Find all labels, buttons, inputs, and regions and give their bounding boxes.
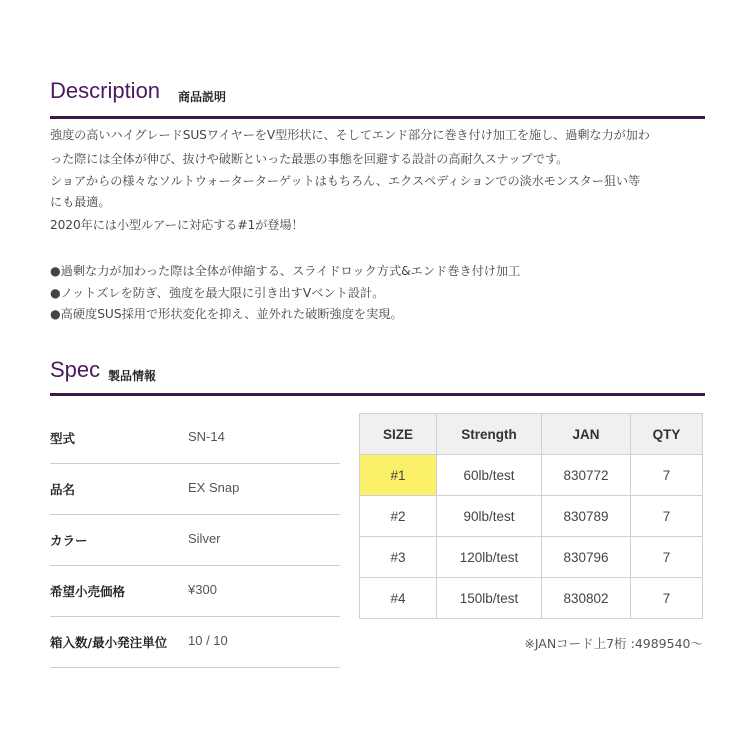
size-cell: #4 xyxy=(360,578,437,619)
jan-cell: 830802 xyxy=(542,578,631,619)
spec-row-price xyxy=(50,566,340,617)
spec-value: 10 / 10 xyxy=(188,633,228,648)
spec-value: EX Snap xyxy=(188,480,240,495)
description-subtitle: 商品説明 xyxy=(178,90,227,104)
size-cell: #2 xyxy=(360,496,437,537)
description-line: 2020年には小型ルアーに対応する#1が登場！ xyxy=(50,218,304,232)
spec-value: SN-14 xyxy=(188,429,225,444)
spec-label: 品名 xyxy=(50,482,76,497)
size-cell: #3 xyxy=(360,537,437,578)
spec-label: 箱入数/最小発注単位 xyxy=(50,635,168,650)
strength-cell: 150lb/test xyxy=(437,578,542,619)
table-row xyxy=(360,455,703,496)
col-header-jan: JAN xyxy=(542,414,631,455)
table-row xyxy=(360,537,703,578)
table-header-row xyxy=(360,414,703,455)
jan-cell: 830796 xyxy=(542,537,631,578)
jan-cell: 830772 xyxy=(542,455,631,496)
col-header-size: SIZE xyxy=(360,414,437,455)
feature-bullet: ●高硬度SUS採用で形状変化を抑え、並外れた破断強度を実現。 xyxy=(50,307,403,321)
spec-subtitle: 製品情報 xyxy=(108,369,157,383)
spec-value: ¥300 xyxy=(188,582,217,597)
description-line: ショアからの様々なソルトウォーターターゲットはもちろん、エクスペディションでの淡水モンスター狙い等 xyxy=(50,174,641,188)
size-table xyxy=(359,413,703,619)
strength-cell: 120lb/test xyxy=(437,537,542,578)
spec-row-name xyxy=(50,464,340,515)
spec-value: Silver xyxy=(188,531,221,546)
col-header-qty: QTY xyxy=(631,414,703,455)
feature-bullet: ●ノットズレを防ぎ、強度を最大限に引き出すVベント設計。 xyxy=(50,286,385,300)
description-header xyxy=(50,76,705,119)
spec-row-quantity xyxy=(50,617,340,668)
description-line: 強度の高いハイグレードSUSワイヤーをV型形状に、そしてエンド部分に巻き付け加工を施し、過剰な力が加わ xyxy=(50,128,650,142)
strength-cell: 90lb/test xyxy=(437,496,542,537)
spec-label: カラー xyxy=(50,533,88,548)
feature-bullet: ●過剰な力が加わった際は全体が伸縮する、スライドロック方式&エンド巻き付け加工 xyxy=(50,264,521,278)
spec-row-model xyxy=(50,413,340,464)
spec-title: Spec xyxy=(50,357,101,382)
spec-label: 型式 xyxy=(50,431,76,446)
col-header-strength: Strength xyxy=(437,414,542,455)
jan-note: ※JANコード上7桁 :4989540～ xyxy=(524,636,703,651)
table-row xyxy=(360,578,703,619)
spec-header xyxy=(50,353,705,396)
qty-cell: 7 xyxy=(631,455,703,496)
qty-cell: 7 xyxy=(631,537,703,578)
description-line: った際には全体が伸び、抜けや破断といった最悪の事態を回避する設計の高耐久スナップです。 xyxy=(50,152,569,166)
qty-cell: 7 xyxy=(631,496,703,537)
spec-row-color xyxy=(50,515,340,566)
jan-cell: 830789 xyxy=(542,496,631,537)
size-cell: #1 xyxy=(360,455,437,496)
qty-cell: 7 xyxy=(631,578,703,619)
spec-label: 希望小売価格 xyxy=(50,584,126,599)
table-row xyxy=(360,496,703,537)
strength-cell: 60lb/test xyxy=(437,455,542,496)
description-line: にも最適。 xyxy=(50,195,111,209)
description-title: Description xyxy=(50,78,161,103)
